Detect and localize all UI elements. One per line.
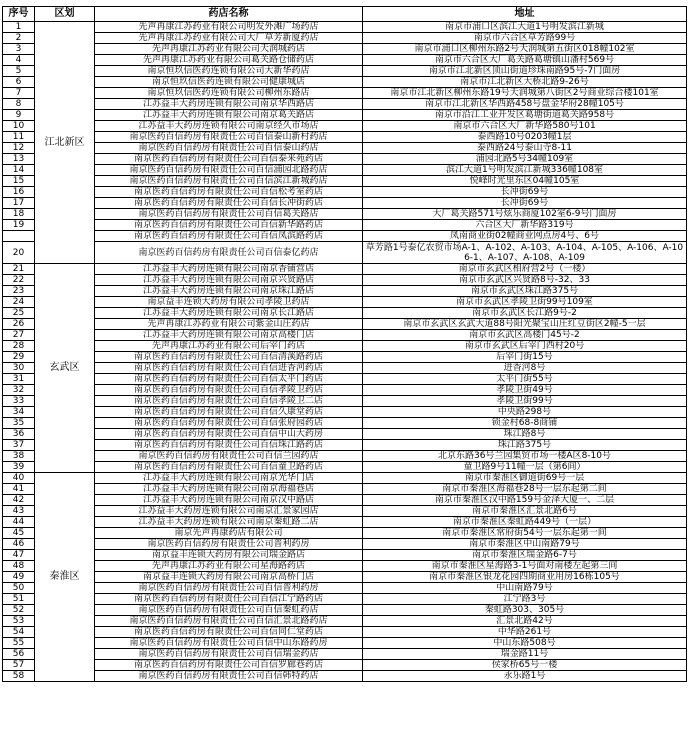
pharmacy-address: 南京市秦淮区中山南路79号 [363,539,687,550]
row-no: 42 [3,495,35,506]
table-row [3,396,687,407]
table-row [3,385,687,396]
table-row [3,484,687,495]
pharmacy-name: 南京益丰连锁大药房有限公司南京高桥门店 [95,572,363,583]
table-row [3,352,687,363]
table-row [3,451,687,462]
row-no: 17 [3,198,35,209]
pharmacy-address: 珠江路375号 [363,440,687,451]
table-row [3,550,687,561]
row-no: 19 [3,220,35,231]
table-row [3,561,687,572]
row-no: 46 [3,539,35,550]
pharmacy-name: 江苏益丰大药房连锁有限公司南京珠江路店 [95,286,363,297]
pharmacy-name: 江苏益丰大药房连锁有限公司南京长江路店 [95,308,363,319]
table-row [3,418,687,429]
pharmacy-name: 南京医药百信药房有限责任公司百信同仁堂药店 [95,627,363,638]
table-row [3,605,687,616]
row-no: 53 [3,616,35,627]
row-no: 56 [3,649,35,660]
pharmacy-name: 先声再康江苏药业有限公司紫金山庄药店 [95,319,363,330]
table-row [3,242,687,264]
pharmacy-address: 中山南路79号 [363,583,687,594]
table-row [3,517,687,528]
pharmacy-name: 南京恒玖信医药连锁有限公司健康城店 [95,77,363,88]
pharmacy-name: 江苏益丰大药房连锁有限公司南京兴贤路店 [95,275,363,286]
row-no: 57 [3,660,35,671]
row-no: 35 [3,418,35,429]
pharmacy-address: 南京市秦淮区星海路3-1号面对南楼左起第三间 [363,561,687,572]
pharmacy-name: 江苏益丰大药房连锁有限公司南京光华门店 [95,473,363,484]
table-row [3,594,687,605]
pharmacy-address: 泰西路10号0203幢1层 [363,132,687,143]
pharmacy-name: 南京先声再康药店有限公司 [95,528,363,539]
header-name: 药店名称 [95,7,363,22]
pharmacy-name: 南京医药百信药房有限责任公司百信罗廊巷药店 [95,660,363,671]
pharmacy-address: 汇景北路42号 [363,616,687,627]
pharmacy-address: 江宁路3号 [363,594,687,605]
header-address: 地址 [363,7,687,22]
pharmacy-address: 南京市六合区大厂新华路580号101 [363,121,687,132]
row-no: 22 [3,275,35,286]
district-cell: 秦淮区 [35,473,95,682]
table-row [3,627,687,638]
pharmacy-name: 南京医药百信药房有限责任公司百信凤滨路药店 [95,231,363,242]
pharmacy-address: 珠江路8号 [363,429,687,440]
pharmacy-name: 江苏益丰大药房连锁有限公司南京秦虹路二店 [95,517,363,528]
row-no: 50 [3,583,35,594]
pharmacy-address: 南京市浦口区滨江大道1号明发滨江新城 [363,22,687,33]
row-no: 23 [3,286,35,297]
row-no: 33 [3,396,35,407]
pharmacy-address: 凤南商业街02幢商业网点房4号、6号 [363,231,687,242]
pharmacy-address: 南京市秦淮区银龙花园四期商业用房16栋105号 [363,572,687,583]
pharmacy-name: 南京医药百信药房有限责任公司百信兰园药店 [95,451,363,462]
row-no: 4 [3,55,35,66]
pharmacy-address: 悦峰时光里东区04幢105室 [363,176,687,187]
row-no: 16 [3,187,35,198]
pharmacy-table [2,6,687,682]
table-row [3,440,687,451]
row-no: 28 [3,341,35,352]
row-no: 38 [3,451,35,462]
table-row [3,473,687,484]
row-no: 37 [3,440,35,451]
pharmacy-name: 南京医药百信药房有限责任公司百信普利药房 [95,583,363,594]
pharmacy-address: 南京市秦淮区瑞金路6-7号 [363,550,687,561]
table-row [3,143,687,154]
pharmacy-address: 南京市玄武区长江路9号-2 [363,308,687,319]
pharmacy-address: 南京市沿江工业开发区葛塘街道葛关路958号 [363,110,687,121]
row-no: 31 [3,374,35,385]
pharmacy-name: 南京医药百信药房有限责任公司百信泰山药店 [95,143,363,154]
row-no: 11 [3,132,35,143]
table-row [3,220,687,231]
row-no: 39 [3,462,35,473]
pharmacy-name: 南京医药百信药房有限责任公司百信珠江路药店 [95,440,363,451]
row-no: 30 [3,363,35,374]
row-no: 54 [3,627,35,638]
pharmacy-name: 南京医药百信药房有限责任公司百信清溪路药店 [95,352,363,363]
table-row [3,660,687,671]
pharmacy-name: 南京医药百信药房有限责任公司百信中山东路药房 [95,638,363,649]
table-row [3,88,687,99]
pharmacy-name: 南京医药百信药房有限责任公司百信松考室药店 [95,187,363,198]
pharmacy-name: 先声再康江苏药业有限公司星海路药店 [95,561,363,572]
header-no: 序号 [3,7,35,22]
pharmacy-name: 南京医药百信药房有限责任公司百信张府园药店 [95,418,363,429]
table-row [3,33,687,44]
table-row [3,165,687,176]
district-cell: 玄武区 [35,264,95,473]
pharmacy-name: 先声再康江苏药业有限公司明发外滩广场药店 [95,22,363,33]
table-row [3,132,687,143]
row-no: 20 [3,242,35,264]
pharmacy-name: 南京医药百信药房有限责任公司百信瑞金药店 [95,649,363,660]
row-no: 47 [3,550,35,561]
pharmacy-address: 草芳路1号泰亿农贸市场A-1、A-102、A-103、A-104、A-105、A-106、A-106-1、A-107、A-108、A-109 [363,242,687,264]
pharmacy-name: 南京医药百信药房有限责任公司百信新华路药店 [95,220,363,231]
table-row [3,209,687,220]
pharmacy-name: 南京医药百信药房有限责任公司百信浦园北路药店 [95,165,363,176]
pharmacy-address: 南京市玄武区高楼门45号-2 [363,330,687,341]
header-row [3,7,687,22]
row-no: 21 [3,264,35,275]
row-no: 10 [3,121,35,132]
row-no: 44 [3,517,35,528]
row-no: 51 [3,594,35,605]
pharmacy-address: 南京市秦淮区常府街54号一层东起第一间 [363,528,687,539]
pharmacy-address: 滨江大道1号明发滨江新城336幢108室 [363,165,687,176]
row-no: 24 [3,297,35,308]
pharmacy-address: 秦虹路303、305号 [363,605,687,616]
row-no: 3 [3,44,35,55]
row-no: 18 [3,209,35,220]
table-row [3,297,687,308]
table-row [3,308,687,319]
pharmacy-address: 进香河8号 [363,363,687,374]
table-row [3,495,687,506]
pharmacy-address: 孝陵卫街49号 [363,385,687,396]
pharmacy-name: 南京医药百信药房有限责任公司百信韩特药店 [95,671,363,682]
pharmacy-name: 南京医药百信药房有限责任公司百信长冲街药店 [95,198,363,209]
row-no: 34 [3,407,35,418]
table-row [3,539,687,550]
pharmacy-name: 先声再康江苏药业有限公司葛关路仓储药店 [95,55,363,66]
pharmacy-address: 大厂葛关路571号炫乐商厦102室6-9号门面房 [363,209,687,220]
pharmacy-address: 后宰门街15号 [363,352,687,363]
table-row [3,44,687,55]
pharmacy-name: 江苏益丰大药房连锁有限公司南京海福巷店 [95,484,363,495]
table-body [3,22,687,682]
row-no: 48 [3,561,35,572]
pharmacy-name: 先声再康江苏药业有限公司天润城药店 [95,44,363,55]
pharmacy-name: 江苏益丰大药房连锁有限公司南京汉中路店 [95,495,363,506]
pharmacy-name: 先声再康江苏药业有限公司大厂草芳新厦药店 [95,33,363,44]
row-no: 41 [3,484,35,495]
pharmacy-address: 锁金村68-8商铺 [363,418,687,429]
row-no: 32 [3,385,35,396]
pharmacy-address: 南京市玄武区相府营2号（一楼） [363,264,687,275]
table-row [3,649,687,660]
table-row [3,198,687,209]
table-row [3,77,687,88]
pharmacy-address: 中央路298号 [363,407,687,418]
row-no: 49 [3,572,35,583]
pharmacy-address: 长冲街69号 [363,187,687,198]
table-row [3,99,687,110]
row-no: 7 [3,88,35,99]
row-no: 1 [3,22,35,33]
table-row [3,374,687,385]
row-no: 15 [3,176,35,187]
pharmacy-address: 南京市秦淮区海福巷28号一层东起第二间 [363,484,687,495]
pharmacy-name: 南京医药百信药房有限责任公司百信孝陵卫二店 [95,396,363,407]
pharmacy-name: 江苏益丰大药房连锁有限公司南京汇景家园店 [95,506,363,517]
table-row [3,176,687,187]
table-row [3,671,687,682]
table-row [3,66,687,77]
pharmacy-address: 永乐路1号 [363,671,687,682]
pharmacy-name: 南京医药百信药房有限责任公司百信泰山新村药店 [95,132,363,143]
pharmacy-address: 瑞金路11号 [363,649,687,660]
pharmacy-address: 南京市六合区大厂葛关路葛塘镇山潘村569号 [363,55,687,66]
table-row [3,231,687,242]
pharmacy-name: 南京益丰连锁大药房有限公司瑞金路店 [95,550,363,561]
pharmacy-name: 南京恒玖信医药连锁有限公司柳州东路店 [95,88,363,99]
pharmacy-name: 南京医药百信药房有限责任公司百信泰来苑药店 [95,154,363,165]
table-row [3,363,687,374]
pharmacy-address: 南京市江北新区华西路458号盘金华府28幢105号 [363,99,687,110]
pharmacy-name: 南京医药百信药房有限责任公司普利药房 [95,539,363,550]
pharmacy-address: 童卫路9号11幢一层（第6间） [363,462,687,473]
pharmacy-address: 南京市玄武区玄武大道88号阳光聚宝山庄红豆街区2幢-5一层 [363,319,687,330]
table-row [3,429,687,440]
pharmacy-address: 六合区大厂新华路319号 [363,220,687,231]
pharmacy-address: 浦园北路5号34幢109室 [363,154,687,165]
table-row [3,583,687,594]
pharmacy-name: 南京医药百信药房有限责任公司百信久康堂药店 [95,407,363,418]
pharmacy-name: 南京医药百信药房有限责任公司百信童卫路药店 [95,462,363,473]
row-no: 14 [3,165,35,176]
pharmacy-name: 南京医药百信药房有限责任公司百信进香河药店 [95,363,363,374]
row-no: 29 [3,352,35,363]
row-no: 6 [3,77,35,88]
row-no: 36 [3,429,35,440]
table-row [3,407,687,418]
pharmacy-address: 南京市江北新区柳州东路19号天润城第八街区2号商业综合楼101室 [363,88,687,99]
pharmacy-address: 南京市玄武区珠江路375号 [363,286,687,297]
table-row [3,187,687,198]
row-no: 25 [3,308,35,319]
header-district: 区划 [35,7,95,22]
table-row [3,264,687,275]
pharmacy-address: 南京市玄武区孝陵卫街99号109室 [363,297,687,308]
pharmacy-name: 南京医药百信药房有限责任公司百信江宁路药店 [95,594,363,605]
table-row [3,341,687,352]
pharmacy-address: 南京市江北新区大桥北路9-26号 [363,77,687,88]
pharmacy-name: 南京医药百信药房有限责任公司百信秦虹药店 [95,605,363,616]
pharmacy-address: 孝陵卫街99号 [363,396,687,407]
pharmacy-name: 江苏益丰大药房连锁有限公司南京高楼门店 [95,330,363,341]
table-row [3,506,687,517]
pharmacy-address: 北京东路36号兰园集贸市场一楼A区8-10号 [363,451,687,462]
table-row [3,462,687,473]
pharmacy-address: 南京市秦淮区汉中路159号金泽大厦一、二层 [363,495,687,506]
district-cell: 江北新区 [35,22,95,264]
row-no: 27 [3,330,35,341]
pharmacy-address: 中华路261号 [363,627,687,638]
pharmacy-address: 泰西路24号泰山寺8-11 [363,143,687,154]
row-no: 40 [3,473,35,484]
table-row [3,286,687,297]
pharmacy-name: 江苏益丰大药房连锁有限公司南京葛关路店 [95,110,363,121]
pharmacy-address: 南京市秦淮区秦虹路449号（一层） [363,517,687,528]
table-row [3,572,687,583]
pharmacy-name: 南京医药百信药房有限责任公司百信泰亿药店 [95,242,363,264]
pharmacy-name: 南京医药百信药房有限责任公司百信孝陵卫药店 [95,385,363,396]
pharmacy-name: 江苏益丰大药房连锁有限公司南京经久市场店 [95,121,363,132]
pharmacy-address: 南京市玄武区后宰门西村20号 [363,341,687,352]
table-row [3,275,687,286]
pharmacy-address: 南京市玄武区兴贤路8号-32、33 [363,275,687,286]
pharmacy-address: 南京市六合区草芳路99号 [363,33,687,44]
row-no: 43 [3,506,35,517]
row-no: 8 [3,99,35,110]
row-no: 12 [3,143,35,154]
pharmacy-name: 南京益丰连锁大药房有限公司孝陵卫药店 [95,297,363,308]
table-row [3,638,687,649]
table-row [3,528,687,539]
table-row [3,319,687,330]
pharmacy-address: 中山东路508号 [363,638,687,649]
pharmacy-address: 太平门街55号 [363,374,687,385]
row-no: 52 [3,605,35,616]
row-no: 55 [3,638,35,649]
row-no [3,231,35,242]
pharmacy-name: 南京医药百信药房有限责任公司百信太平门药店 [95,374,363,385]
row-no: 2 [3,33,35,44]
table-row [3,110,687,121]
table-row [3,330,687,341]
row-no: 13 [3,154,35,165]
pharmacy-name: 南京医药百信药房有限责任公司百信葛关路店 [95,209,363,220]
pharmacy-name: 江苏益丰大药房连锁有限公司南京华西路店 [95,99,363,110]
pharmacy-name: 先声再康江苏药业有限公司后宰门药店 [95,341,363,352]
pharmacy-name: 南京恒玖信医药连锁有限公司大新华药店 [95,66,363,77]
row-no: 45 [3,528,35,539]
table-row [3,616,687,627]
row-no: 58 [3,671,35,682]
row-no: 9 [3,110,35,121]
pharmacy-name: 南京医药百信药房有限责任公司百信汇景北路药店 [95,616,363,627]
pharmacy-name: 南京医药百信药房有限责任公司百信中山大药房 [95,429,363,440]
row-no: 5 [3,66,35,77]
pharmacy-address: 南京市浦口区柳州东路2号天润城第五街区018幢102室 [363,44,687,55]
pharmacy-address: 南京市秦淮区御道街69号一层 [363,473,687,484]
pharmacy-address: 侯家桥65号一楼 [363,660,687,671]
row-no: 26 [3,319,35,330]
pharmacy-address: 南京市秦淮区汇景北路6号 [363,506,687,517]
pharmacy-address: 长冲街69号 [363,198,687,209]
table-row [3,55,687,66]
pharmacy-name: 南京医药百信药房有限责任公司百信滨江新城药店 [95,176,363,187]
table-row [3,154,687,165]
table-row [3,22,687,33]
pharmacy-name: 江苏益丰大药房连锁有限公司南京香铺营店 [95,264,363,275]
table-row [3,121,687,132]
pharmacy-address: 南京市江北新区顶山街道珍珠南路95号-7门面房 [363,66,687,77]
